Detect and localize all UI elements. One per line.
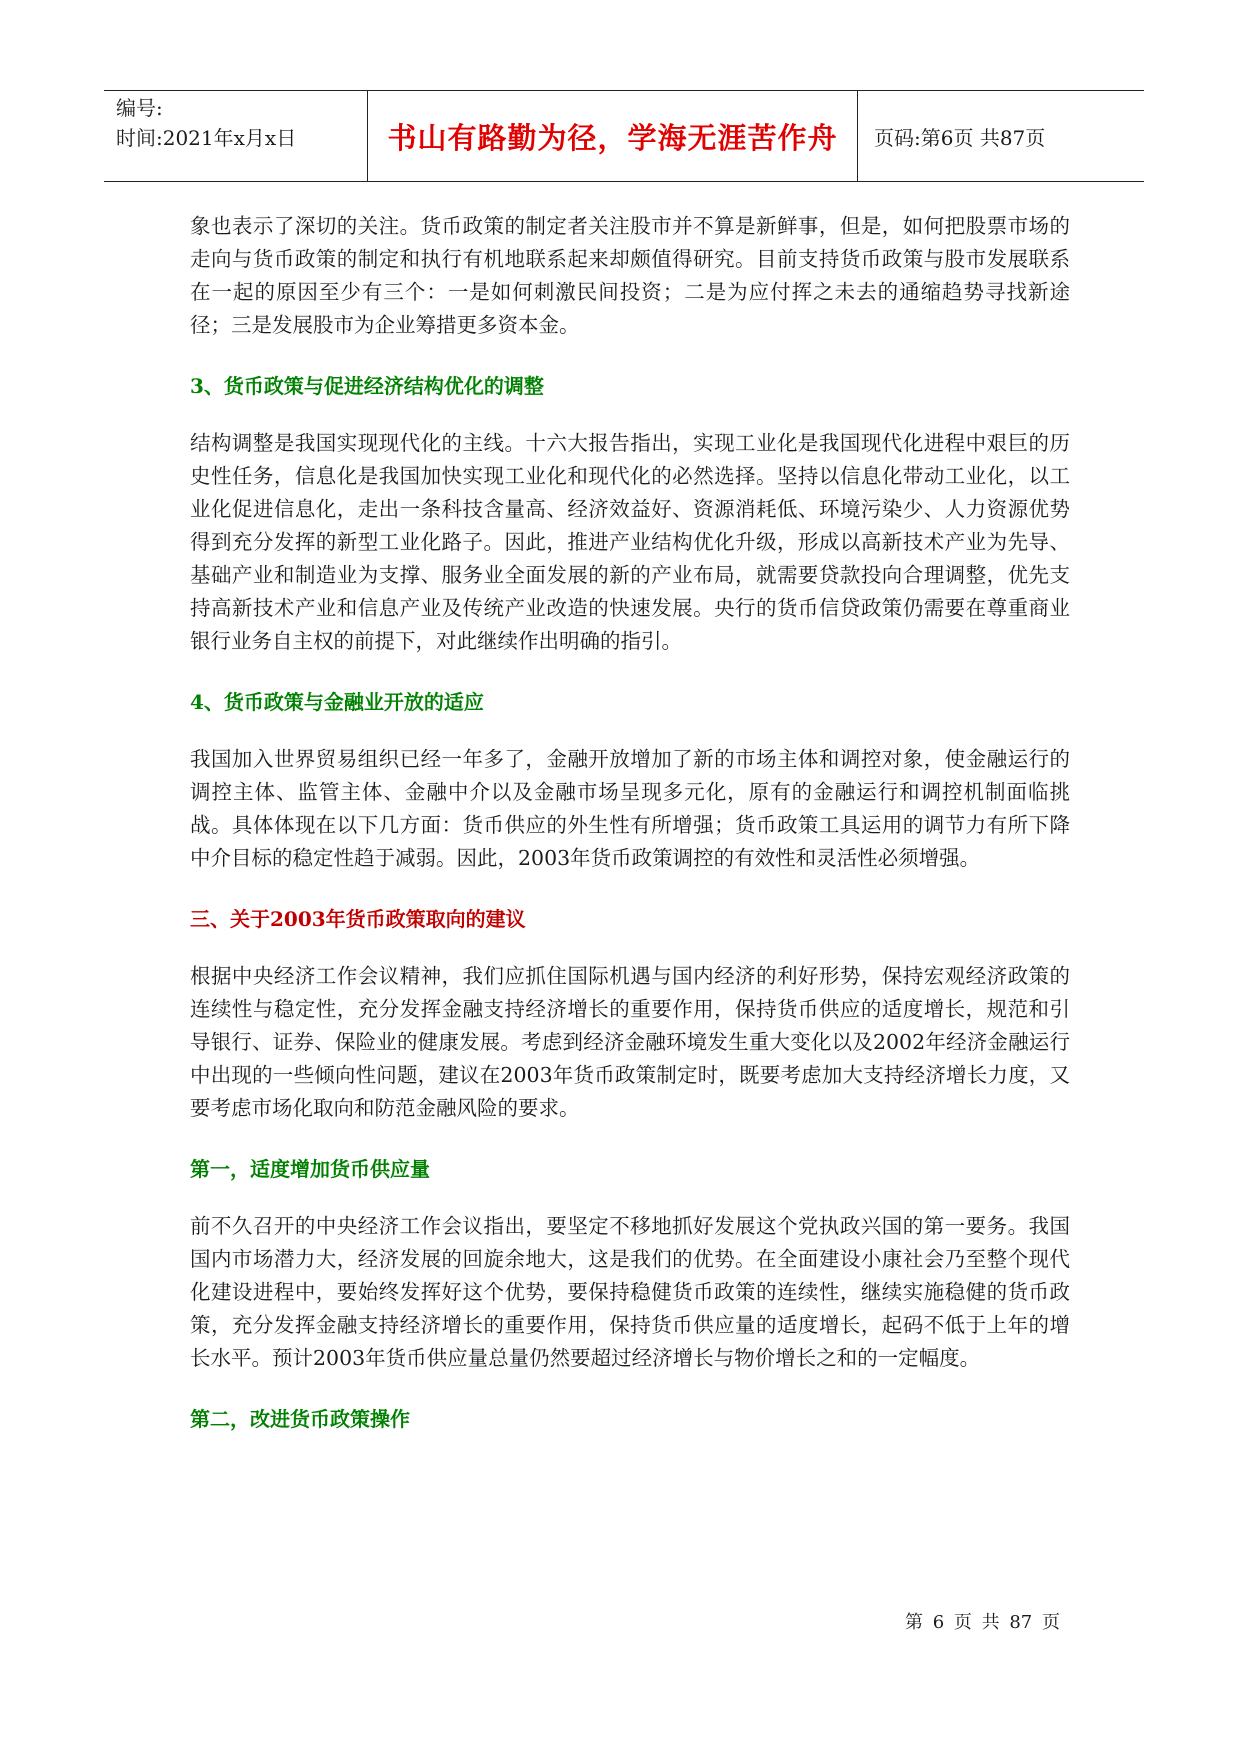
heading-first-point: 第一，适度增加货币供应量 <box>190 1157 430 1181</box>
heading-second-point: 第二，改进货币政策操作 <box>190 1407 410 1431</box>
header-meta <box>104 91 368 181</box>
page-footer: 第 6 页 共 87 页 <box>905 1612 1060 1633</box>
header-motto-cell <box>368 91 858 181</box>
document-number-label: 编号: <box>116 96 163 120</box>
paragraph-financial-opening: 我国加入世界贸易组织已经一年多了，金融开放增加了新的市场主体和调控对象，使金融运行的调控主体、监管主体、金融中介以及金融市场呈现多元化，原有的金融运行和调控机制面临挑战。具体体现在以下几方面：货币供应的外生性有所增强；货币政策工具运用的调节力有所下降 中介目标的稳定性趋于减弱。因此，2003年货币政策调控的有效性和灵活性必须增强。 <box>190 747 1070 870</box>
heading-financial-opening: 4、货币政策与金融业开放的适应 <box>190 690 484 714</box>
paragraph-first-point: 前不久召开的中央经济工作会议指出，要坚定不移地抓好发展这个党执政兴国的第一要务。我国国内市场潜力大，经济发展的回旋余地大，这是我们的优势。在全面建设小康社会乃至整个现代化建设进程中，要始终发挥好这个优势，要保持稳健货币政策的连续性，继续实施稳健的货币政策，充分发挥金融支持经济增长的重要作用，保持货币供应量的适度增长，起码不低于上年的增长水平。预计2003年货币供应量总量仍然要超过经济增长与物价增长之和的一定幅度。 <box>190 1214 1070 1370</box>
paragraph-stock-market: 象也表示了深切的关注。货币政策的制定者关注股市并不算是新鲜事，但是，如何把股票市场的走向与货币政策的制定和执行有机地联系起来却颇值得研究。目前支持货币政策与股市发展联系在一起的原因至少有三个：一是如何刺激民间投资；二是为应付挥之未去的通缩趋势寻找新途径；三是发展股市为企业筹措更多资本金。 <box>190 214 1070 337</box>
document-time-label: 时间:2021年x月x日 <box>116 126 297 150</box>
header-page-code: 页码:第6页 共87页 <box>874 125 1046 150</box>
heading-structure-adjustment: 3、货币政策与促进经济结构优化的调整 <box>190 374 544 398</box>
header-motto: 书山有路勤为径，学海无涯苦作舟 <box>387 120 838 155</box>
heading-section-3: 三、关于2003年货币政策取向的建议 <box>190 907 526 931</box>
document-body <box>190 210 1070 1460</box>
paragraph-policy-suggestion: 根据中央经济工作会议精神，我们应抓住国际机遇与国内经济的利好形势，保持宏观经济政策的连续性与稳定性，充分发挥金融支持经济增长的重要作用，保持货币供应的适度增长，规范和引导银行、证券、保险业的健康发展。考虑到经济金融环境发生重大变化以及2002年经济金融运行中出现的一些倾向性问题，建议在2003年货币政策制定时，既要考虑加大支持经济增长力度，又要考虑市场化取向和防范金融风险的要求。 <box>190 964 1070 1120</box>
page-header <box>104 90 1144 182</box>
paragraph-structure-adjustment: 结构调整是我国实现现代化的主线。十六大报告指出，实现工业化是我国现代化进程中艰巨的历史性任务，信息化是我国加快实现工业化和现代化的必然选择。坚持以信息化带动工业化，以工业化促进信息化，走出一条科技含量高、经济效益好、资源消耗低、环境污染少、人力资源优势得到充分发挥的新型工业化路子。因此，推进产业结构优化升级，形成以高新技术产业为先导、基础产业和制造业为支撑、服务业全面发展的新的产业布局，就需要贷款投向合理调整，优先支持高新技术产业和信息产业及传统产业改造的快速发展。央行的货币信贷政策仍需要在尊重商业银行业务自主权的前提下，对此继续作出明确的指引。 <box>190 431 1070 653</box>
